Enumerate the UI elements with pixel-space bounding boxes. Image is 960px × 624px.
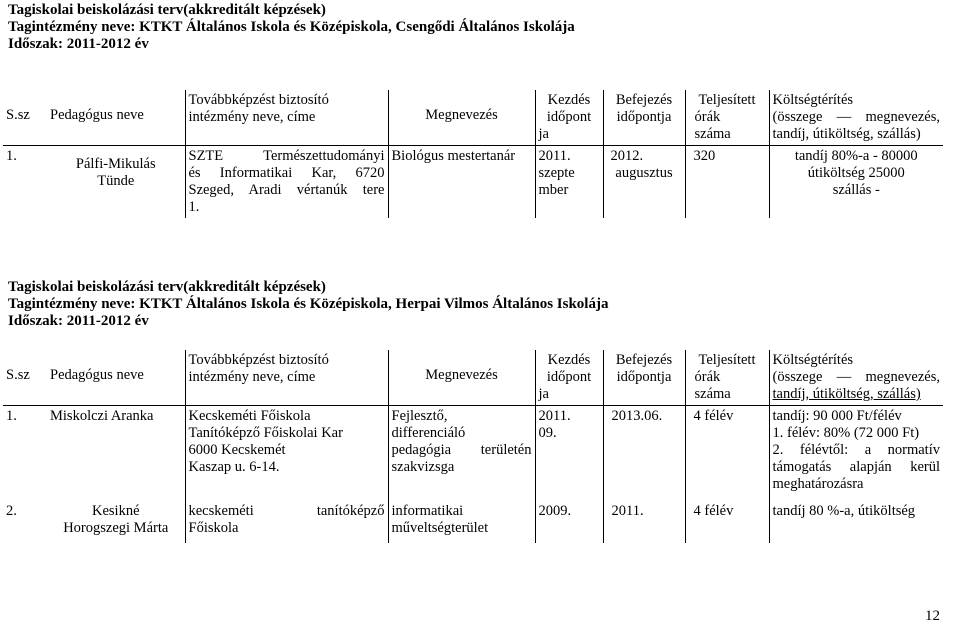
header-hours: Teljesített órák száma [685,90,769,146]
header-ssz: S.sz [3,90,47,146]
header-provider: Továbbképzést biztosító intézmény neve, címe [185,350,388,406]
header-title: Megnevezés [388,90,535,146]
section1-header-row [3,90,943,146]
row-provider: Kecskeméti Főiskola Tanítóképző Főiskolai Kar 6000 Kecskemét Kaszap u. 6-14. [185,406,388,501]
section1-table [3,90,943,218]
header-title: Megnevezés [388,350,535,406]
row-provider: SZTE Természettudományi és Informatikai Kar, 6720 Szeged, Aradi vértanúk tere 1. [185,146,388,219]
row-ssz: 1. [6,408,17,424]
page-number: 12 [925,608,940,624]
section1-institution: Tagintézmény neve: KTKT Általános Iskola és Középiskola, Csengődi Általános Iskolája [8,19,575,35]
header-start: Kezdés időpont ja [535,90,603,146]
header-cost: Költségtérítés (összege — megnevezés, tandíj, útiköltség, szállás) [769,90,943,146]
section2-table [3,350,943,543]
row-title: Biológus mestertanár [388,146,535,219]
row-title: Fejlesztő, differenciáló pedagógia területén szakvizsga [388,406,535,501]
row-end: 2012. augusztus [603,146,685,219]
header-ssz: S.sz [3,350,47,406]
section2-heading [8,279,608,330]
row-start: 2009. [535,501,603,543]
section1-heading [8,2,575,53]
header-end: Befejezés időpontja [603,90,685,146]
row-name: Pálfi-Mikulás Tünde [75,156,156,189]
header-start: Kezdés időpont ja [535,350,603,406]
header-provider: Továbbképzést biztosító intézmény neve, címe [185,90,388,146]
section2-period: Időszak: 2011-2012 év [8,313,149,329]
row-hours: 4 félév [685,501,769,543]
row-cost: tandíj 80 %-a, útiköltség [769,501,943,543]
section2-header-row [3,350,943,406]
row-title: informatikai műveltségterület [388,501,535,543]
row-cost: tandíj 80%-a - 80000 útiköltség 25000 szállás - [769,146,943,219]
header-name: Pedagógus neve [47,90,185,146]
row-start: 2011. 09. [535,406,603,501]
row-end: 2013.06. [603,406,685,501]
header-hours: Teljesített órák száma [685,350,769,406]
section2-institution: Tagintézmény neve: KTKT Általános Iskola és Középiskola, Herpai Vilmos Általános Iskolája [8,296,609,312]
section2-title: Tagiskolai beiskolázási terv(akkreditált képzések) [8,279,326,295]
section1-period: Időszak: 2011-2012 év [8,36,149,52]
row-end: 2011. [603,501,685,543]
section1-title: Tagiskolai beiskolázási terv(akkreditált képzések) [8,2,326,18]
row-hours: 320 [685,146,769,219]
row-name: Kesikné Horogszegi Márta [63,502,169,536]
table-row [3,501,943,543]
row-ssz: 1. [6,148,17,164]
header-name: Pedagógus neve [47,350,185,406]
row-cost: tandíj: 90 000 Ft/félév 1. félév: 80% (72 000 Ft) 2. félévtől: a normatív támogatás alapján kerül meghatározásra [769,406,943,501]
table-row [3,406,943,501]
header-cost: Költségtérítés (összege — megnevezés, tandíj, útiköltség, szállás) [769,350,943,406]
row-ssz: 2. [6,502,17,519]
header-end: Befejezés időpontja [603,350,685,406]
row-provider: kecskeméti tanítóképző Főiskola [185,501,388,543]
row-name: Miskolczi Aranka [50,408,154,424]
row-start: 2011. szepte mber [535,146,603,219]
table-row [3,146,943,219]
row-hours: 4 félév [685,406,769,501]
